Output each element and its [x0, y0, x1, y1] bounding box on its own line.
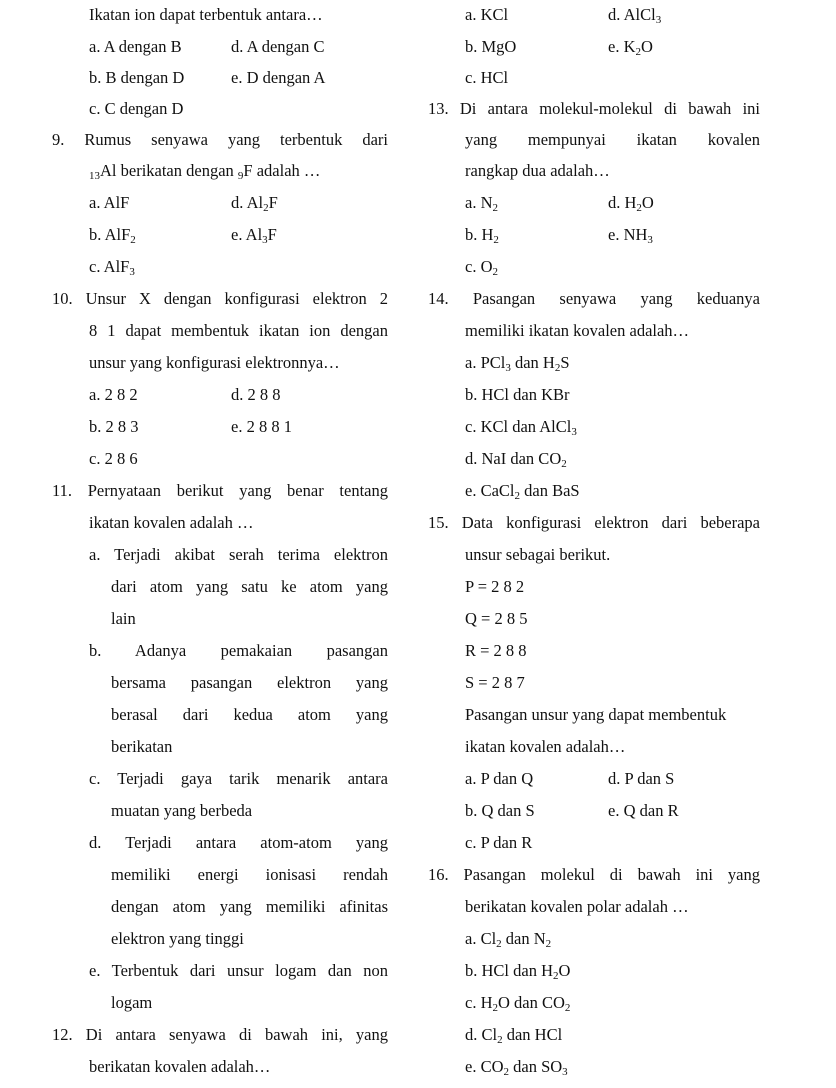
q15-option-a: a. P dan Q	[465, 769, 534, 788]
q11-option-a-line-1: a. Terjadi akibat serah terima elektron	[89, 545, 388, 564]
q16-option-c-text: c. H	[465, 993, 493, 1012]
question-9-line-1: 9. Rumus senyawa yang terbentuk dari	[52, 130, 388, 149]
al-atomic-number: 13	[89, 170, 100, 182]
q9-option-a	[89, 193, 129, 213]
question-11-line-2: ikatan kovalen adalah …	[89, 513, 254, 532]
q9-option-d	[231, 193, 278, 213]
q11-option-a-line-3: lain	[111, 609, 136, 628]
q11-option-b-line-3: berasal dari kedua atom yang	[111, 705, 388, 724]
q14-option-d-sub: 2	[561, 458, 567, 470]
question-13-line-1: 13. Di antara molekul-molekul di bawah ini	[428, 99, 760, 118]
q9-option-b-sub: 2	[130, 234, 136, 246]
question-10-line-2: 8 1 dapat membentuk ikatan ion dengan	[89, 321, 388, 340]
q16-option-c-mid: O dan CO	[498, 993, 565, 1012]
q15-config-p: P = 2 8 2	[465, 577, 525, 596]
q12-option-d-text: d. AlCl	[608, 5, 656, 24]
q10-option-e: e. 2 8 8 1	[231, 417, 292, 436]
q14-option-e	[465, 481, 580, 501]
q12-option-b: b. MgO	[465, 37, 517, 56]
q11-option-d-line-2: memiliki energi ionisasi rendah	[111, 865, 388, 884]
q14-option-d-text: d. NaI dan CO	[465, 449, 562, 468]
q16-option-a-text: a. Cl	[465, 929, 497, 948]
q16-option-e-mid: dan SO	[509, 1057, 563, 1076]
question-11-line-1: 11. Pernyataan berikut yang benar tentang	[52, 481, 388, 500]
q16-option-e-text: e. CO	[465, 1057, 504, 1076]
question-13-line-3: rangkap dua adalah…	[465, 161, 610, 180]
q13-option-d-end: O	[641, 193, 654, 212]
q10-option-b: b. 2 8 3	[89, 417, 139, 436]
q13-option-a	[465, 193, 498, 213]
q8-option-d: d. A dengan C	[231, 37, 325, 56]
q12-option-d-sub: 3	[655, 14, 662, 26]
question-8-stem: Ikatan ion dapat terbentuk antara…	[89, 5, 323, 24]
question-15-line-2: unsur sebagai berikut.	[465, 545, 611, 564]
q16-option-c-sub: 2	[492, 1002, 498, 1014]
q14-option-a-end: S	[560, 353, 570, 372]
question-10-line-1: 10. Unsur X dengan konfigurasi elektron 2	[52, 289, 388, 308]
q8-option-e: e. D dengan A	[231, 68, 326, 87]
q16-option-d-sub: 2	[497, 1034, 503, 1046]
question-16-line-1: 16. Pasangan molekul di bawah ini yang	[428, 865, 760, 884]
q14-option-e-sub: 2	[514, 490, 520, 502]
q14-option-c-text: c. KCl dan AlCl	[465, 417, 572, 436]
q9-option-d-sub: 2	[263, 202, 269, 214]
q14-option-c	[465, 417, 577, 437]
q11-option-d-line-3: dengan atom yang memiliki afinitas	[111, 897, 388, 916]
q15-option-e: e. Q dan R	[608, 801, 679, 820]
question-15-line-1: 15. Data konfigurasi elektron dari beberapa	[428, 513, 760, 532]
q13-option-a-text: a. N	[465, 193, 493, 212]
q16-option-e-sub: 2	[503, 1066, 509, 1078]
q9-line-2-text-1: Al berikatan dengan	[100, 161, 238, 180]
q9-option-b-text: b. AlF	[89, 225, 131, 244]
q11-option-b-line-4: berikatan	[111, 737, 173, 756]
q8-option-a: a. A dengan B	[89, 37, 182, 56]
q15-config-s: S = 2 8 7	[465, 673, 525, 692]
q11-option-a-line-2: dari atom yang satu ke atom yang	[111, 577, 388, 596]
q13-option-e-sub: 3	[647, 234, 653, 246]
q16-option-a-sub: 2	[496, 938, 502, 950]
q13-option-d-sub: 2	[636, 202, 642, 214]
q16-option-e-sub2: 3	[562, 1066, 568, 1078]
q9-option-e-sub: 3	[262, 234, 268, 246]
question-14-line-1: 14. Pasangan senyawa yang keduanya	[428, 289, 760, 308]
q16-option-d	[465, 1025, 562, 1045]
q8-option-b: b. B dengan D	[89, 68, 185, 87]
q16-option-d-end: dan HCl	[502, 1025, 563, 1044]
q14-option-b: b. HCl dan KBr	[465, 385, 570, 404]
q15-option-c: c. P dan R	[465, 833, 533, 852]
q13-option-d	[608, 193, 654, 213]
q9-option-e-end: F	[267, 225, 277, 244]
question-12-line-2: berikatan kovalen adalah…	[89, 1057, 271, 1076]
q16-option-c-sub2: 2	[564, 1002, 571, 1014]
q14-option-a	[465, 353, 570, 373]
q8-option-c: c. C dengan D	[89, 99, 184, 118]
q9-option-e	[231, 225, 277, 245]
q13-option-c-text: c. O	[465, 257, 493, 276]
q9-option-d-end: F	[268, 193, 278, 212]
q13-option-a-sub: 2	[492, 202, 498, 214]
q13-option-b-sub: 2	[493, 234, 499, 246]
q13-option-c-sub: 2	[492, 266, 498, 278]
q9-option-c-sub: 3	[129, 266, 135, 278]
q14-option-e-end: dan BaS	[520, 481, 580, 500]
q15-option-b: b. Q dan S	[465, 801, 535, 820]
q16-option-a	[465, 929, 551, 949]
q11-option-c-line-1: c. Terjadi gaya tarik menarik antara	[89, 769, 388, 788]
q12-option-e-end: O	[641, 37, 653, 56]
q16-option-c	[465, 993, 570, 1013]
q14-option-a-mid: dan H	[510, 353, 555, 372]
q16-option-a-sub2: 2	[545, 938, 552, 950]
q11-option-d-line-1: d. Terjadi antara atom-atom yang	[89, 833, 388, 852]
q9-option-c-text: c. AlF	[89, 257, 130, 276]
question-10-line-3: unsur yang konfigurasi elektronnya…	[89, 353, 340, 372]
q13-option-d-text: d. H	[608, 193, 637, 212]
q16-option-b	[465, 961, 570, 981]
q13-option-b	[465, 225, 499, 245]
q9-option-d-text: d. Al	[231, 193, 264, 212]
q11-option-e-line-1: e. Terbentuk dari unsur logam dan non	[89, 961, 388, 980]
q14-option-a-sub: 3	[505, 362, 511, 374]
q12-option-c: c. HCl	[465, 68, 509, 87]
q16-option-b-sub: 2	[553, 970, 559, 982]
q16-option-e	[465, 1057, 568, 1077]
q12-option-e	[608, 37, 653, 57]
q14-option-e-text: e. CaCl	[465, 481, 515, 500]
q12-option-e-sub: 2	[635, 46, 641, 58]
q9-option-c	[89, 257, 135, 277]
q12-option-d	[608, 5, 661, 25]
q14-option-d	[465, 449, 567, 469]
q15-config-r: R = 2 8 8	[465, 641, 527, 660]
q14-option-c-sub: 3	[571, 426, 577, 438]
q16-option-d-text: d. Cl	[465, 1025, 498, 1044]
q15-config-q: Q = 2 8 5	[465, 609, 528, 628]
question-15-line-3: Pasangan unsur yang dapat membentuk	[465, 705, 727, 724]
q13-option-b-text: b. H	[465, 225, 494, 244]
q9-option-a-text: a. AlF	[89, 193, 130, 212]
q12-option-a: a. KCl	[465, 5, 509, 24]
f-atomic-number: 9	[237, 170, 244, 182]
question-15-line-4: ikatan kovalen adalah…	[465, 737, 626, 756]
q9-option-b	[89, 225, 136, 245]
q13-option-e	[608, 225, 653, 245]
question-14-line-2: memiliki ikatan kovalen adalah…	[465, 321, 690, 340]
q15-option-d: d. P dan S	[608, 769, 675, 788]
q13-option-c	[465, 257, 498, 277]
q11-option-c-line-2: muatan yang berbeda	[111, 801, 253, 820]
q14-option-a-text: a. PCl	[465, 353, 506, 372]
question-12-line-1: 12. Di antara senyawa di bawah ini, yang	[52, 1025, 388, 1044]
q11-option-b-line-2: bersama pasangan elektron yang	[111, 673, 388, 692]
q12-option-e-text: e. K	[608, 37, 636, 56]
q14-option-a-sub2: 2	[554, 362, 561, 374]
q11-option-e-line-2: logam	[111, 993, 153, 1012]
q10-option-c: c. 2 8 6	[89, 449, 138, 468]
question-16-line-2: berikatan kovalen polar adalah …	[465, 897, 689, 916]
q16-option-a-mid: dan N	[501, 929, 546, 948]
q9-option-e-text: e. Al	[231, 225, 263, 244]
question-13-line-2: yang mempunyai ikatan kovalen	[465, 130, 760, 149]
q11-option-d-line-4: elektron yang tinggi	[111, 929, 244, 948]
q11-option-b-line-1: b. Adanya pemakaian pasangan	[89, 641, 388, 660]
q9-line-2-text-2: F adalah …	[243, 161, 321, 180]
q10-option-a: a. 2 8 2	[89, 385, 138, 404]
q13-option-e-text: e. NH	[608, 225, 648, 244]
question-9-line-2	[89, 161, 320, 181]
q16-option-b-text: b. HCl dan H	[465, 961, 553, 980]
q10-option-d: d. 2 8 8	[231, 385, 281, 404]
q16-option-b-end: O	[558, 961, 571, 980]
